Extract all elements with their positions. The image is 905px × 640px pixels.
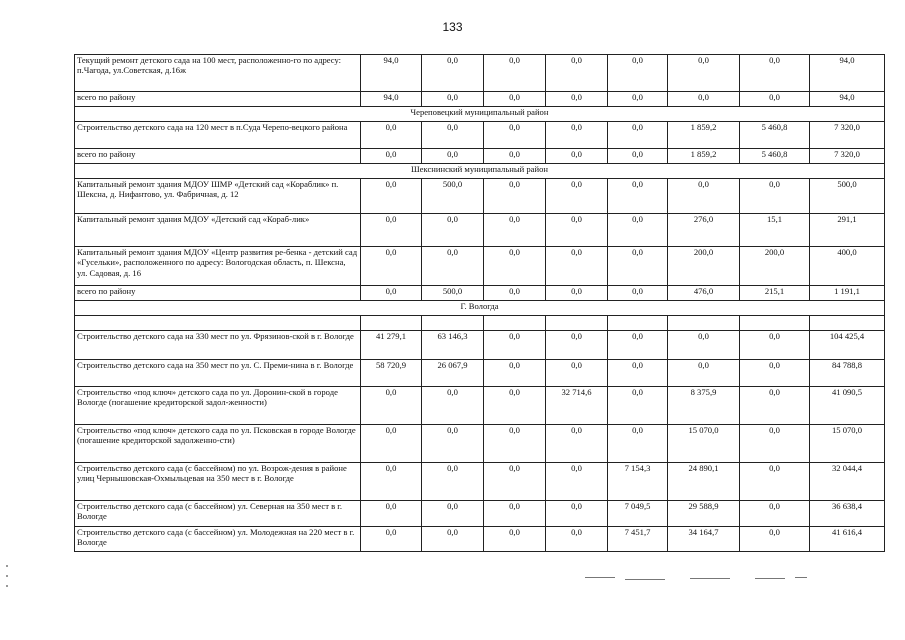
scan-artifact xyxy=(690,578,730,579)
value-cell: 0,0 xyxy=(740,179,810,214)
value-cell: 0,0 xyxy=(546,501,608,527)
section-title: Г. Вологда xyxy=(75,301,885,316)
value-cell: 0,0 xyxy=(484,463,546,501)
value-cell: 94,0 xyxy=(361,55,422,92)
section-header-row xyxy=(75,107,885,122)
value-cell: 0,0 xyxy=(484,214,546,247)
value-cell: 0,0 xyxy=(668,179,740,214)
table-row xyxy=(75,387,885,425)
object-name-cell: Строительство детского сада (с бассейном) ул. Молодежная на 220 мест в г. Вологде xyxy=(75,527,361,552)
value-cell: 0,0 xyxy=(608,247,668,286)
object-name-cell: Строительство детского сада на 120 мест в п.Суда Черепо-вецкого района xyxy=(75,122,361,149)
value-cell: 5 460,8 xyxy=(740,149,810,164)
value-cell: 0,0 xyxy=(361,463,422,501)
section-title: Череповецкий муниципальный район xyxy=(75,107,885,122)
value-cell: 0,0 xyxy=(546,425,608,463)
scan-artifact xyxy=(625,579,665,580)
value-cell: 94,0 xyxy=(810,55,885,92)
value-cell: 0,0 xyxy=(422,387,484,425)
value-cell: 63 146,3 xyxy=(422,331,484,360)
value-cell: 500,0 xyxy=(810,179,885,214)
value-cell: 0,0 xyxy=(484,55,546,92)
value-cell: 41 090,5 xyxy=(810,387,885,425)
value-cell: 0,0 xyxy=(361,214,422,247)
value-cell: 0,0 xyxy=(361,425,422,463)
value-cell: 0,0 xyxy=(608,387,668,425)
scan-artifact xyxy=(6,565,8,567)
object-name-cell: Капитальный ремонт здания МДОУ «Детский сад «Кораб-лик» xyxy=(75,214,361,247)
empty-cell xyxy=(810,316,885,331)
value-cell: 84 788,8 xyxy=(810,360,885,387)
value-cell: 0,0 xyxy=(422,501,484,527)
table-row xyxy=(75,425,885,463)
value-cell: 0,0 xyxy=(422,214,484,247)
table-row xyxy=(75,55,885,92)
value-cell: 500,0 xyxy=(422,179,484,214)
value-cell: 0,0 xyxy=(608,55,668,92)
value-cell: 0,0 xyxy=(361,527,422,552)
scan-artifact xyxy=(755,578,785,579)
value-cell: 0,0 xyxy=(422,463,484,501)
value-cell: 7 154,3 xyxy=(608,463,668,501)
table-row xyxy=(75,527,885,552)
table-row xyxy=(75,360,885,387)
value-cell: 34 164,7 xyxy=(668,527,740,552)
value-cell: 58 720,9 xyxy=(361,360,422,387)
value-cell: 0,0 xyxy=(546,214,608,247)
value-cell: 200,0 xyxy=(668,247,740,286)
value-cell: 32 714,6 xyxy=(546,387,608,425)
value-cell: 0,0 xyxy=(484,425,546,463)
object-name-cell: всего по району xyxy=(75,149,361,164)
value-cell: 0,0 xyxy=(361,286,422,301)
value-cell: 104 425,4 xyxy=(810,331,885,360)
value-cell: 94,0 xyxy=(810,92,885,107)
table-row xyxy=(75,463,885,501)
value-cell: 1 859,2 xyxy=(668,149,740,164)
value-cell: 291,1 xyxy=(810,214,885,247)
object-name-cell: всего по району xyxy=(75,92,361,107)
value-cell: 0,0 xyxy=(740,331,810,360)
empty-cell xyxy=(668,316,740,331)
value-cell: 0,0 xyxy=(361,179,422,214)
value-cell: 0,0 xyxy=(484,149,546,164)
value-cell: 0,0 xyxy=(546,247,608,286)
value-cell: 24 890,1 xyxy=(668,463,740,501)
value-cell: 476,0 xyxy=(668,286,740,301)
value-cell: 0,0 xyxy=(546,360,608,387)
value-cell: 0,0 xyxy=(740,387,810,425)
value-cell: 0,0 xyxy=(484,122,546,149)
value-cell: 26 067,9 xyxy=(422,360,484,387)
value-cell: 41 616,4 xyxy=(810,527,885,552)
value-cell: 0,0 xyxy=(546,92,608,107)
value-cell: 0,0 xyxy=(422,149,484,164)
value-cell: 0,0 xyxy=(668,92,740,107)
value-cell: 0,0 xyxy=(668,331,740,360)
value-cell: 0,0 xyxy=(608,122,668,149)
object-name-cell: Строительство детского сада (с бассейном) ул. Северная на 350 мест в г. Вологде xyxy=(75,501,361,527)
value-cell: 0,0 xyxy=(484,247,546,286)
value-cell: 0,0 xyxy=(668,360,740,387)
table-row xyxy=(75,247,885,286)
value-cell: 0,0 xyxy=(546,527,608,552)
value-cell: 0,0 xyxy=(668,55,740,92)
blank-row xyxy=(75,316,885,331)
value-cell: 0,0 xyxy=(740,360,810,387)
value-cell: 0,0 xyxy=(740,501,810,527)
table-row xyxy=(75,122,885,149)
table-row xyxy=(75,331,885,360)
value-cell: 0,0 xyxy=(484,387,546,425)
value-cell: 0,0 xyxy=(546,286,608,301)
value-cell: 8 375,9 xyxy=(668,387,740,425)
empty-cell xyxy=(546,316,608,331)
value-cell: 0,0 xyxy=(546,179,608,214)
empty-cell xyxy=(361,316,422,331)
value-cell: 276,0 xyxy=(668,214,740,247)
value-cell: 0,0 xyxy=(422,247,484,286)
section-header-row xyxy=(75,164,885,179)
table-row xyxy=(75,92,885,107)
value-cell: 36 638,4 xyxy=(810,501,885,527)
scan-artifact xyxy=(6,575,8,577)
value-cell: 0,0 xyxy=(422,92,484,107)
value-cell: 215,1 xyxy=(740,286,810,301)
value-cell: 0,0 xyxy=(484,92,546,107)
value-cell: 0,0 xyxy=(361,122,422,149)
table-row xyxy=(75,149,885,164)
value-cell: 500,0 xyxy=(422,286,484,301)
value-cell: 7 049,5 xyxy=(608,501,668,527)
value-cell: 0,0 xyxy=(740,425,810,463)
funding-table xyxy=(74,54,885,552)
value-cell: 0,0 xyxy=(422,425,484,463)
page-number: 133 xyxy=(442,20,463,34)
value-cell: 0,0 xyxy=(608,331,668,360)
value-cell: 0,0 xyxy=(361,149,422,164)
scan-artifact xyxy=(585,577,615,578)
value-cell: 1 859,2 xyxy=(668,122,740,149)
value-cell: 15,1 xyxy=(740,214,810,247)
section-header-row xyxy=(75,301,885,316)
value-cell: 0,0 xyxy=(361,387,422,425)
table-row xyxy=(75,214,885,247)
value-cell: 0,0 xyxy=(608,214,668,247)
value-cell: 0,0 xyxy=(740,55,810,92)
object-name-cell: Капитальный ремонт здания МДОУ «Центр развития ре-бенка - детский сад «Гусельки», расположенного по адресу: Вологодская область, п. Шексна, ул. Садовая, д. 16 xyxy=(75,247,361,286)
value-cell: 94,0 xyxy=(361,92,422,107)
value-cell: 0,0 xyxy=(361,247,422,286)
value-cell: 0,0 xyxy=(546,55,608,92)
value-cell: 0,0 xyxy=(608,286,668,301)
value-cell: 5 460,8 xyxy=(740,122,810,149)
empty-cell xyxy=(422,316,484,331)
value-cell: 32 044,4 xyxy=(810,463,885,501)
value-cell: 0,0 xyxy=(608,92,668,107)
value-cell: 0,0 xyxy=(740,527,810,552)
value-cell: 7 451,7 xyxy=(608,527,668,552)
value-cell: 29 588,9 xyxy=(668,501,740,527)
value-cell: 0,0 xyxy=(608,360,668,387)
object-name-cell: Строительство «под ключ» детского сада по ул. Псковская в городе Вологде (погашение кредиторской задолженно-сти) xyxy=(75,425,361,463)
value-cell: 0,0 xyxy=(546,149,608,164)
value-cell: 0,0 xyxy=(484,501,546,527)
empty-cell xyxy=(484,316,546,331)
value-cell: 0,0 xyxy=(361,501,422,527)
value-cell: 0,0 xyxy=(422,527,484,552)
scan-artifact xyxy=(795,577,807,578)
value-cell: 0,0 xyxy=(740,463,810,501)
value-cell: 41 279,1 xyxy=(361,331,422,360)
value-cell: 7 320,0 xyxy=(810,122,885,149)
object-name-cell: Строительство детского сада (с бассейном) по ул. Возрож-дения в районе улиц Чернышовская-Охмыльцевая на 350 мест в г. Вологде xyxy=(75,463,361,501)
object-name-cell: Текущий ремонт детского сада на 100 мест, расположенно-го по адресу: п.Чагода, ул.Советская, д.16ж xyxy=(75,55,361,92)
section-title: Шекснинский муниципальный район xyxy=(75,164,885,179)
value-cell: 0,0 xyxy=(608,425,668,463)
value-cell: 0,0 xyxy=(484,360,546,387)
value-cell: 0,0 xyxy=(546,463,608,501)
value-cell: 0,0 xyxy=(608,179,668,214)
value-cell: 0,0 xyxy=(422,122,484,149)
object-name-cell: Строительство «под ключ» детского сада по ул. Доронин-ской в городе Вологде (погашение кредиторской задол-женности) xyxy=(75,387,361,425)
value-cell: 15 070,0 xyxy=(668,425,740,463)
value-cell: 0,0 xyxy=(740,92,810,107)
value-cell: 200,0 xyxy=(740,247,810,286)
table-row xyxy=(75,179,885,214)
value-cell: 15 070,0 xyxy=(810,425,885,463)
empty-cell xyxy=(75,316,361,331)
empty-cell xyxy=(740,316,810,331)
value-cell: 0,0 xyxy=(484,527,546,552)
value-cell: 0,0 xyxy=(484,286,546,301)
value-cell: 0,0 xyxy=(546,331,608,360)
value-cell: 0,0 xyxy=(546,122,608,149)
value-cell: 7 320,0 xyxy=(810,149,885,164)
table-row xyxy=(75,286,885,301)
value-cell: 400,0 xyxy=(810,247,885,286)
table-body xyxy=(75,55,885,552)
table-row xyxy=(75,501,885,527)
value-cell: 0,0 xyxy=(422,55,484,92)
object-name-cell: Капитальный ремонт здания МДОУ ШМР «Детский сад «Кораблик» п. Шексна, д. Нифантово, ул. Фабричная, д. 12 xyxy=(75,179,361,214)
value-cell: 1 191,1 xyxy=(810,286,885,301)
object-name-cell: Строительство детского сада на 350 мест по ул. С. Преми-нина в г. Вологде xyxy=(75,360,361,387)
value-cell: 0,0 xyxy=(484,331,546,360)
object-name-cell: всего по району xyxy=(75,286,361,301)
scan-artifact xyxy=(6,585,8,587)
value-cell: 0,0 xyxy=(484,179,546,214)
value-cell: 0,0 xyxy=(608,149,668,164)
empty-cell xyxy=(608,316,668,331)
object-name-cell: Строительство детского сада на 330 мест по ул. Фрязинов-ской в г. Вологде xyxy=(75,331,361,360)
